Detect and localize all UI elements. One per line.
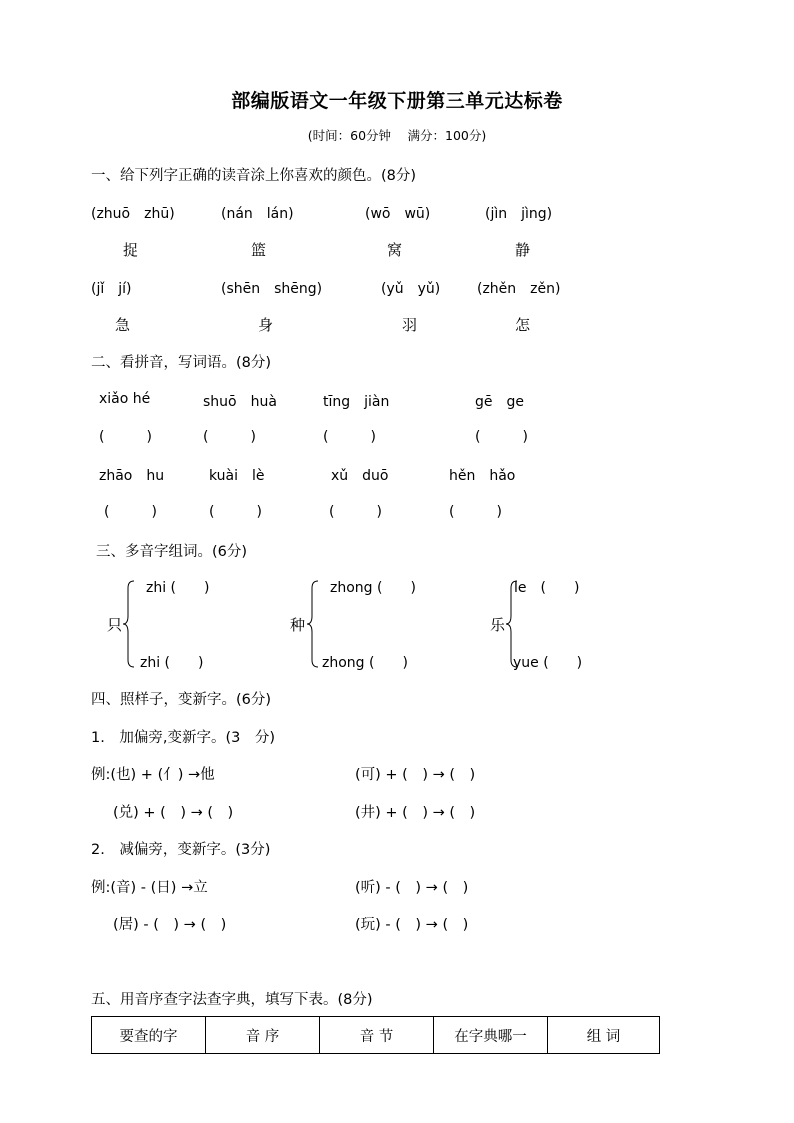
answer-blank[interactable]: ( ) bbox=[99, 429, 152, 445]
exercise-line[interactable]: (可) + ( ) → ( ) bbox=[355, 767, 476, 783]
column-header: 要查的字 bbox=[92, 1017, 206, 1054]
page-title: 部编版语文一年级下册第三单元达标卷 bbox=[231, 90, 563, 112]
pinyin-word: hěn hǎo bbox=[449, 468, 516, 484]
polyphone-blank[interactable]: yue ( ) bbox=[513, 655, 583, 671]
answer-blank[interactable]: ( ) bbox=[323, 429, 376, 445]
target-char: 捉 bbox=[123, 241, 139, 259]
target-char: 急 bbox=[115, 316, 131, 334]
target-char: 身 bbox=[258, 316, 274, 334]
exercise-line[interactable]: (井) + ( ) → ( ) bbox=[355, 805, 476, 821]
pinyin-option[interactable]: (jìn jìng) bbox=[485, 206, 553, 222]
left-brace-icon bbox=[306, 580, 320, 668]
section1-heading: 一、给下列字正确的读音涂上你喜欢的颜色。(8分) bbox=[91, 168, 417, 184]
pinyin-word: gē ge bbox=[475, 394, 524, 410]
example-line: 例:(也) + (亻) →他 bbox=[91, 767, 215, 783]
pinyin-word: xǔ duō bbox=[331, 468, 389, 484]
polyphone-blank[interactable]: le ( ) bbox=[514, 580, 580, 596]
example-line: 例:(音) - (日) →立 bbox=[91, 880, 208, 896]
answer-blank[interactable]: ( ) bbox=[475, 429, 528, 445]
target-char: 羽 bbox=[402, 316, 418, 334]
pinyin-option[interactable]: (zhuō zhū) bbox=[91, 206, 175, 222]
part2-title: 2. 减偏旁，变新字。(3分) bbox=[91, 842, 271, 858]
polyphone-char: 只 bbox=[107, 616, 123, 634]
column-header: 组 词 bbox=[548, 1017, 660, 1054]
polyphone-blank[interactable]: zhong ( ) bbox=[330, 580, 416, 596]
target-char: 窝 bbox=[387, 241, 403, 259]
dictionary-table bbox=[91, 1016, 660, 1054]
pinyin-word: kuài lè bbox=[209, 468, 265, 484]
column-header: 音 节 bbox=[320, 1017, 434, 1054]
pinyin-option[interactable]: (zhěn zěn) bbox=[477, 281, 561, 297]
pinyin-word: zhāo hu bbox=[99, 468, 165, 484]
section2-heading: 二、看拼音，写词语。(8分) bbox=[91, 355, 272, 371]
pinyin-option[interactable]: (shēn shēng) bbox=[221, 281, 323, 297]
answer-blank[interactable]: ( ) bbox=[209, 504, 262, 520]
pinyin-option[interactable]: (nán lán) bbox=[221, 206, 294, 222]
left-brace-icon bbox=[122, 580, 136, 668]
polyphone-blank[interactable]: zhi ( ) bbox=[140, 655, 204, 671]
section5-heading: 五、用音序查字法查字典，填写下表。(8分) bbox=[91, 992, 373, 1008]
polyphone-blank[interactable]: zhi ( ) bbox=[146, 580, 210, 596]
pinyin-word: tīng jiàn bbox=[323, 394, 390, 410]
exercise-line[interactable]: (听) - ( ) → ( ) bbox=[355, 880, 469, 896]
polyphone-char: 种 bbox=[290, 616, 306, 634]
exercise-line[interactable]: (居) - ( ) → ( ) bbox=[113, 917, 227, 933]
pinyin-option[interactable]: (wō wū) bbox=[365, 206, 431, 222]
section4-heading: 四、照样子，变新字。(6分) bbox=[91, 692, 272, 708]
pinyin-word: xiǎo hé bbox=[99, 391, 151, 407]
column-header: 在字典哪一 bbox=[434, 1017, 548, 1054]
target-char: 怎 bbox=[515, 316, 531, 334]
part1-title: 1. 加偏旁,变新字。(3 分) bbox=[91, 730, 275, 746]
target-char: 静 bbox=[515, 241, 531, 259]
answer-blank[interactable]: ( ) bbox=[329, 504, 382, 520]
target-char: 篮 bbox=[251, 241, 267, 259]
answer-blank[interactable]: ( ) bbox=[203, 429, 256, 445]
answer-blank[interactable]: ( ) bbox=[449, 504, 502, 520]
pinyin-option[interactable]: (jǐ jí) bbox=[91, 281, 132, 297]
exercise-line[interactable]: (兑) + ( ) → ( ) bbox=[113, 805, 234, 821]
answer-blank[interactable]: ( ) bbox=[104, 504, 157, 520]
section3-heading: 三、多音字组词。(6分) bbox=[96, 544, 248, 560]
column-header: 音 序 bbox=[206, 1017, 320, 1054]
exercise-line[interactable]: (玩) - ( ) → ( ) bbox=[355, 917, 469, 933]
table-header-row bbox=[92, 1017, 660, 1054]
pinyin-word: shuō huà bbox=[203, 394, 277, 410]
exam-info: (时间：60分钟 满分：100分) bbox=[307, 128, 487, 143]
polyphone-char: 乐 bbox=[490, 616, 506, 634]
pinyin-option[interactable]: (yǔ yǔ) bbox=[381, 281, 441, 297]
polyphone-blank[interactable]: zhong ( ) bbox=[322, 655, 408, 671]
